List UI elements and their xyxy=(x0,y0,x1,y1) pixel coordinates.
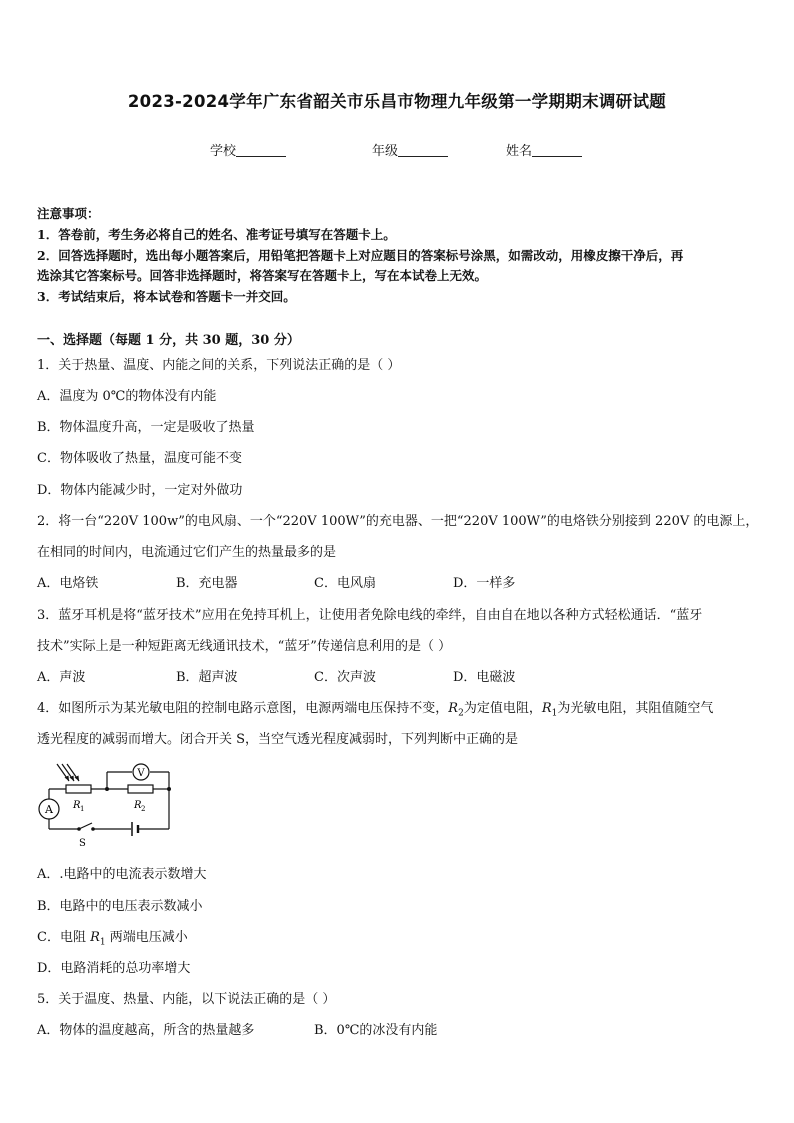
school-blank[interactable] xyxy=(236,142,286,157)
notice-item: 选涂其它答案标号。回答非选择题时，将答案写在答题卡上，写在本试卷上无效。 xyxy=(37,268,488,283)
q3-option-a[interactable]: A．声波 xyxy=(37,670,86,685)
school-label: 学校 xyxy=(210,144,237,159)
grade-blank[interactable] xyxy=(398,142,448,157)
q2-option-c[interactable]: C．电风扇 xyxy=(314,576,376,591)
q4-option-c[interactable]: C．电阻 $R_1$ 两端电压减小 xyxy=(37,930,188,948)
notice-heading: 注意事项： xyxy=(37,206,100,221)
grade-field[interactable] xyxy=(372,140,448,159)
q2-stem: 2．将一台“220V 100w”的电风扇、一个“220V 100W”的充电器、一把“220V 100W”的电烙铁分别接到 220V 的电源上， xyxy=(37,514,759,529)
name-field[interactable] xyxy=(506,140,582,159)
switch-label: S xyxy=(79,838,86,849)
q3-stem: 技术”实际上是一种短距离无线通讯技术，“蓝牙”传递信息利用的是（ ） xyxy=(37,639,452,654)
q2-option-b[interactable]: B．充电器 xyxy=(176,576,238,591)
switch-icon xyxy=(79,823,92,829)
q1-option-a[interactable]: A．温度为 0℃的物体没有内能 xyxy=(37,389,217,404)
q3-option-c[interactable]: C．次声波 xyxy=(314,670,376,685)
r2-label: R xyxy=(134,800,142,811)
notice-item: 3．考试结束后，将本试卷和答题卡一并交回。 xyxy=(37,289,296,304)
q5-option-b[interactable]: B．0℃的冰没有内能 xyxy=(314,1023,438,1038)
q4-option-a[interactable]: A．.电路中的电流表示数增大 xyxy=(37,867,207,882)
circuit-diagram xyxy=(35,760,185,850)
q1-option-c[interactable]: C．物体吸收了热量，温度可能不变 xyxy=(37,451,242,466)
q2-option-a[interactable]: A．电烙铁 xyxy=(37,576,99,591)
q5-stem: 5．关于温度、热量、内能，以下说法正确的是（ ） xyxy=(37,992,336,1007)
q5-option-a[interactable]: A．物体的温度越高，所含的热量越多 xyxy=(37,1023,255,1038)
q2-option-d[interactable]: D．一样多 xyxy=(453,576,516,591)
q1-stem: 1．关于热量、温度、内能之间的关系，下列说法正确的是（ ） xyxy=(37,358,401,373)
name-blank[interactable] xyxy=(532,142,582,157)
q3-option-b[interactable]: B．超声波 xyxy=(176,670,238,685)
q3-option-d[interactable]: D．电磁波 xyxy=(453,670,516,685)
r1-label: R xyxy=(73,800,81,811)
school-field[interactable] xyxy=(210,140,286,159)
voltmeter-label: V xyxy=(137,768,145,779)
page-title: 2023-2024学年广东省韶关市乐昌市物理九年级第一学期期末调研试题 xyxy=(127,92,667,111)
q3-stem: 3．蓝牙耳机是将“蓝牙技术”应用在免持耳机上，让使用者免除电线的牵绊，自由自在地以各种方式轻松通话．“蓝牙 xyxy=(37,608,703,623)
r2-sub: 2 xyxy=(141,805,146,813)
q2-stem: 在相同的时间内，电流通过它们产生的热量最多的是 xyxy=(37,545,337,560)
notice-item: 1．答卷前，考生务必将自己的姓名、准考证号填写在答题卡上。 xyxy=(37,227,396,242)
name-label: 姓名 xyxy=(506,144,533,159)
r1-resistor xyxy=(66,785,91,793)
r1-sub: 1 xyxy=(80,805,85,813)
q1-option-b[interactable]: B．物体温度升高，一定是吸收了热量 xyxy=(37,420,255,435)
q4-stem: 透光程度的减弱而增大。闭合开关 S，当空气透光程度减弱时，下列判断中正确的是 xyxy=(37,732,519,747)
q1-option-d[interactable]: D．物体内能减少时，一定对外做功 xyxy=(37,483,243,498)
q4-stem: 4．如图所示为某光敏电阻的控制电路示意图，电源两端电压保持不变，$R_2$为定值电阻，$R_1$为光敏电阻，其阻值随空气 xyxy=(37,701,714,719)
section-heading: 一、选择题（每题 1 分，共 30 题，30 分） xyxy=(37,333,300,348)
r2-resistor xyxy=(128,785,153,793)
ammeter-label: A xyxy=(45,803,53,816)
q4-option-d[interactable]: D．电路消耗的总功率增大 xyxy=(37,961,191,976)
grade-label: 年级 xyxy=(372,144,399,159)
notice-item: 2．回答选择题时，选出每小题答案后，用铅笔把答题卡上对应题目的答案标号涂黑，如需改动，用橡皮擦干净后，再 xyxy=(37,248,684,263)
q4-option-b[interactable]: B．电路中的电压表示数减小 xyxy=(37,899,203,914)
